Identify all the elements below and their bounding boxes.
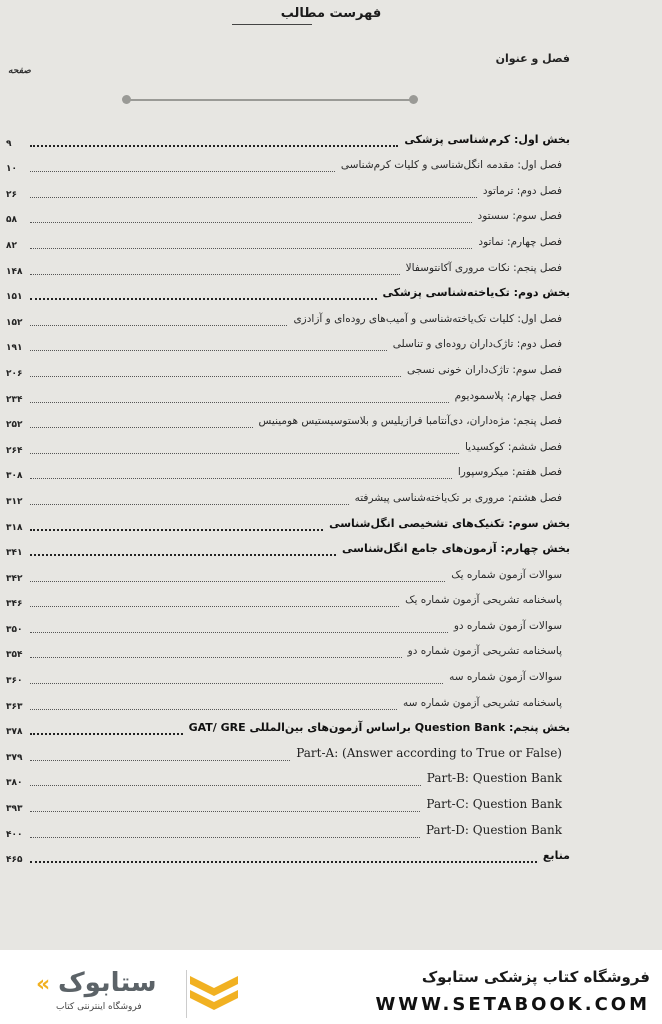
toc-page-number: ۸۲ (6, 240, 17, 251)
toc-entry-title: فصل هشتم: مروری بر تک‌یاخته‌شناسی پیشرفته (354, 491, 562, 504)
toc-entry-row (0, 330, 662, 356)
toc-page-number: ۴۶۵ (6, 855, 23, 866)
toc-entry-title: پاسخنامه تشریحی آزمون شماره یک (405, 594, 562, 607)
toc-dot-leader (30, 222, 472, 223)
toc-dot-leader (30, 171, 335, 172)
toc-entry-title: فصل پنجم: نکات مروری آکانتوسفالا (405, 261, 562, 274)
toc-section-row (0, 509, 662, 535)
toc-page-number: ۱۹۱ (6, 343, 23, 354)
toc-dot-leader (30, 760, 290, 761)
toc-dot-leader (30, 683, 443, 684)
toc-dot-leader (30, 427, 253, 428)
toc-entry-row (0, 816, 662, 842)
toc-entry-row (0, 739, 662, 765)
toc-dot-leader (30, 325, 287, 326)
toc-entry-title: فصل هفتم: میکروسپورا (457, 466, 562, 479)
toc-page-number: ۲۰۶ (6, 368, 23, 379)
toc-entry-row (0, 560, 662, 586)
toc-page-number: ۳۷۸ (6, 727, 23, 738)
toc-entry-row (0, 458, 662, 484)
logo-wordmark: ستابوک (58, 968, 157, 998)
toc-page-number: ۱۴۸ (6, 266, 23, 277)
toc-entry-title: Part-C: Question Bank (426, 797, 562, 812)
divider-dot-left (122, 95, 131, 104)
toc-dot-leader (30, 811, 420, 812)
setabook-logo-icon (186, 970, 242, 1018)
toc-page-number: ۲۶ (6, 189, 17, 200)
toc-dot-leader (30, 145, 398, 147)
toc-entry-title: بخش اول: کرم‌شناسی پزشکی (404, 132, 570, 146)
toc-entry-title: سوالات آزمون شماره دو (453, 619, 562, 632)
toc-entry-title: بخش پنجم: Question Bank براساس آزمون‌های بین‌المللی GAT/ GRE (188, 721, 570, 735)
toc-entry-title: سوالات آزمون شماره سه (449, 671, 562, 684)
toc-dot-leader (30, 376, 401, 377)
toc-dot-leader (30, 504, 349, 505)
column-heading-page: صفحه (8, 66, 31, 76)
toc-dot-leader (30, 709, 397, 710)
toc-dot-leader (30, 529, 323, 531)
toc-page-number: ۳۱۲ (6, 496, 23, 507)
toc-dot-leader (30, 554, 336, 556)
toc-entry-title: بخش چهارم: آزمون‌های جامع انگل‌شناسی (342, 542, 570, 556)
toc-entry-title: فصل دوم: ترماتود (482, 184, 562, 197)
toc-page-number: ۳۶۳ (6, 701, 23, 712)
toc-dot-leader (30, 606, 399, 607)
toc-dot-leader (30, 837, 420, 838)
toc-entry-title: بخش سوم: تکنیک‌های تشخیصی انگل‌شناسی (329, 516, 570, 530)
divider-dot-right (409, 95, 418, 104)
toc-entry-row (0, 765, 662, 791)
toc-entry-row (0, 202, 662, 228)
toc-entry-title: فصل سوم: سستود (477, 210, 562, 223)
toc-entry-row (0, 637, 662, 663)
toc-page-number: ۳۱۸ (6, 522, 23, 533)
toc-dot-leader (30, 453, 459, 454)
divider-line (126, 99, 414, 101)
toc-entry-title: پاسخنامه تشریحی آزمون شماره سه (402, 696, 562, 709)
toc-page-number: ۵۸ (6, 215, 17, 226)
toc-dot-leader (30, 274, 400, 275)
toc-entry-row (0, 381, 662, 407)
toc-page-number: ۳۵۰ (6, 624, 23, 635)
toc-page-number: ۳۸۰ (6, 778, 23, 789)
toc-entry-row (0, 432, 662, 458)
toc-dot-leader (30, 478, 452, 479)
toc-entry-title: فصل ششم: کوکسیدیا (464, 440, 562, 453)
toc-dot-leader (30, 197, 477, 198)
toc-entry-title: فصل چهارم: پلاسمودیوم (454, 389, 562, 402)
toc-dot-leader (30, 402, 449, 403)
toc-entry-row (0, 790, 662, 816)
toc-dot-leader (30, 632, 448, 633)
toc-entry-title: فصل پنجم: مژه‌داران، دی‌آنتامبا فرازیلیس و بلاستوسیستیس هومینیس (258, 415, 562, 428)
toc-dot-leader (30, 350, 387, 351)
toc-entry-row (0, 407, 662, 433)
store-name: فروشگاه کتاب پزشکی ستابوک (421, 968, 650, 986)
toc-page-number: ۲۵۲ (6, 420, 23, 431)
toc-entry-row (0, 176, 662, 202)
toc-page-number: ۳۰۸ (6, 471, 23, 482)
toc-dot-leader (30, 733, 183, 735)
toc-section-row (0, 714, 662, 740)
toc-entry-title: پاسخنامه تشریحی آزمون شماره دو (407, 645, 562, 658)
toc-page-number: ۲۶۴ (6, 445, 23, 456)
toc-section-row (0, 125, 662, 151)
toc-entry-row (0, 227, 662, 253)
toc-entry-title: Part-B: Question Bank (426, 771, 562, 786)
toc-page-number: ۱۰ (6, 164, 17, 175)
toc-entry-row (0, 586, 662, 612)
toc-page-number: ۲۳۴ (6, 394, 23, 405)
toc-dot-leader (30, 248, 472, 249)
toc-entry-title: فصل دوم: تاژک‌داران روده‌ای و تناسلی (392, 338, 562, 351)
toc-page-number: ۳۵۴ (6, 650, 23, 661)
decorative-divider (122, 95, 418, 105)
toc-entry-row (0, 304, 662, 330)
page-title: فهرست مطالب (280, 6, 382, 21)
store-footer (0, 950, 662, 1024)
toc-dot-leader (30, 657, 402, 658)
store-url: WWW.SETABOOK.COM (375, 994, 650, 1015)
toc-entry-title: Part-D: Question Bank (425, 822, 562, 837)
toc-page-number: ۳۹۳ (6, 804, 23, 815)
toc-section-row (0, 279, 662, 305)
toc-dot-leader (30, 785, 421, 786)
toc-entry-row (0, 355, 662, 381)
toc-section-row (0, 535, 662, 561)
toc-page-number: ۱۵۲ (6, 317, 23, 328)
toc-page-number: ۳۴۶ (6, 599, 23, 610)
logo-arrows-icon: « (36, 972, 51, 997)
toc-entry-title: Part-A: (Answer according to True or False) (296, 745, 562, 760)
toc-entry-title: فصل اول: مقدمه انگل‌شناسی و کلیات کرم‌شناسی (340, 159, 562, 172)
toc-page-number: ۳۴۱ (6, 548, 23, 559)
toc-dot-leader (30, 298, 377, 300)
toc-list (0, 125, 662, 867)
toc-dot-leader (30, 861, 537, 863)
logo-subtitle: فروشگاه اینترنتی کتاب (56, 1002, 142, 1012)
toc-entry-row (0, 611, 662, 637)
toc-entry-row (0, 253, 662, 279)
toc-page-number: ۳۶۰ (6, 676, 23, 687)
toc-entry-title: فصل سوم: تاژک‌داران خونی نسجی (407, 363, 562, 376)
toc-entry-title: سوالات آزمون شماره یک (451, 568, 562, 581)
toc-entry-row (0, 483, 662, 509)
toc-entry-row (0, 688, 662, 714)
toc-entry-title: بخش دوم: تک‌یاخته‌شناسی پزشکی (382, 286, 570, 300)
toc-entry-title: منابع (542, 849, 570, 863)
toc-entry-row (0, 662, 662, 688)
toc-page-number: ۳۴۲ (6, 573, 23, 584)
toc-section-row (0, 842, 662, 868)
toc-entry-title: فصل چهارم: نماتود (478, 235, 562, 248)
column-heading-chapter: فصل و عنوان (495, 52, 570, 65)
toc-page-number: ۱۵۱ (6, 292, 23, 303)
toc-page-number: ۴۰۰ (6, 829, 23, 840)
toc-entry-title: فصل اول: کلیات تک‌یاخته‌شناسی و آمیب‌های روده‌ای و آزادزی (293, 312, 562, 325)
toc-dot-leader (30, 581, 445, 582)
toc-page-number: ۳۷۹ (6, 752, 23, 763)
toc-entry-row (0, 151, 662, 177)
toc-page-number: ۹ (6, 138, 12, 149)
title-underline (232, 24, 312, 25)
